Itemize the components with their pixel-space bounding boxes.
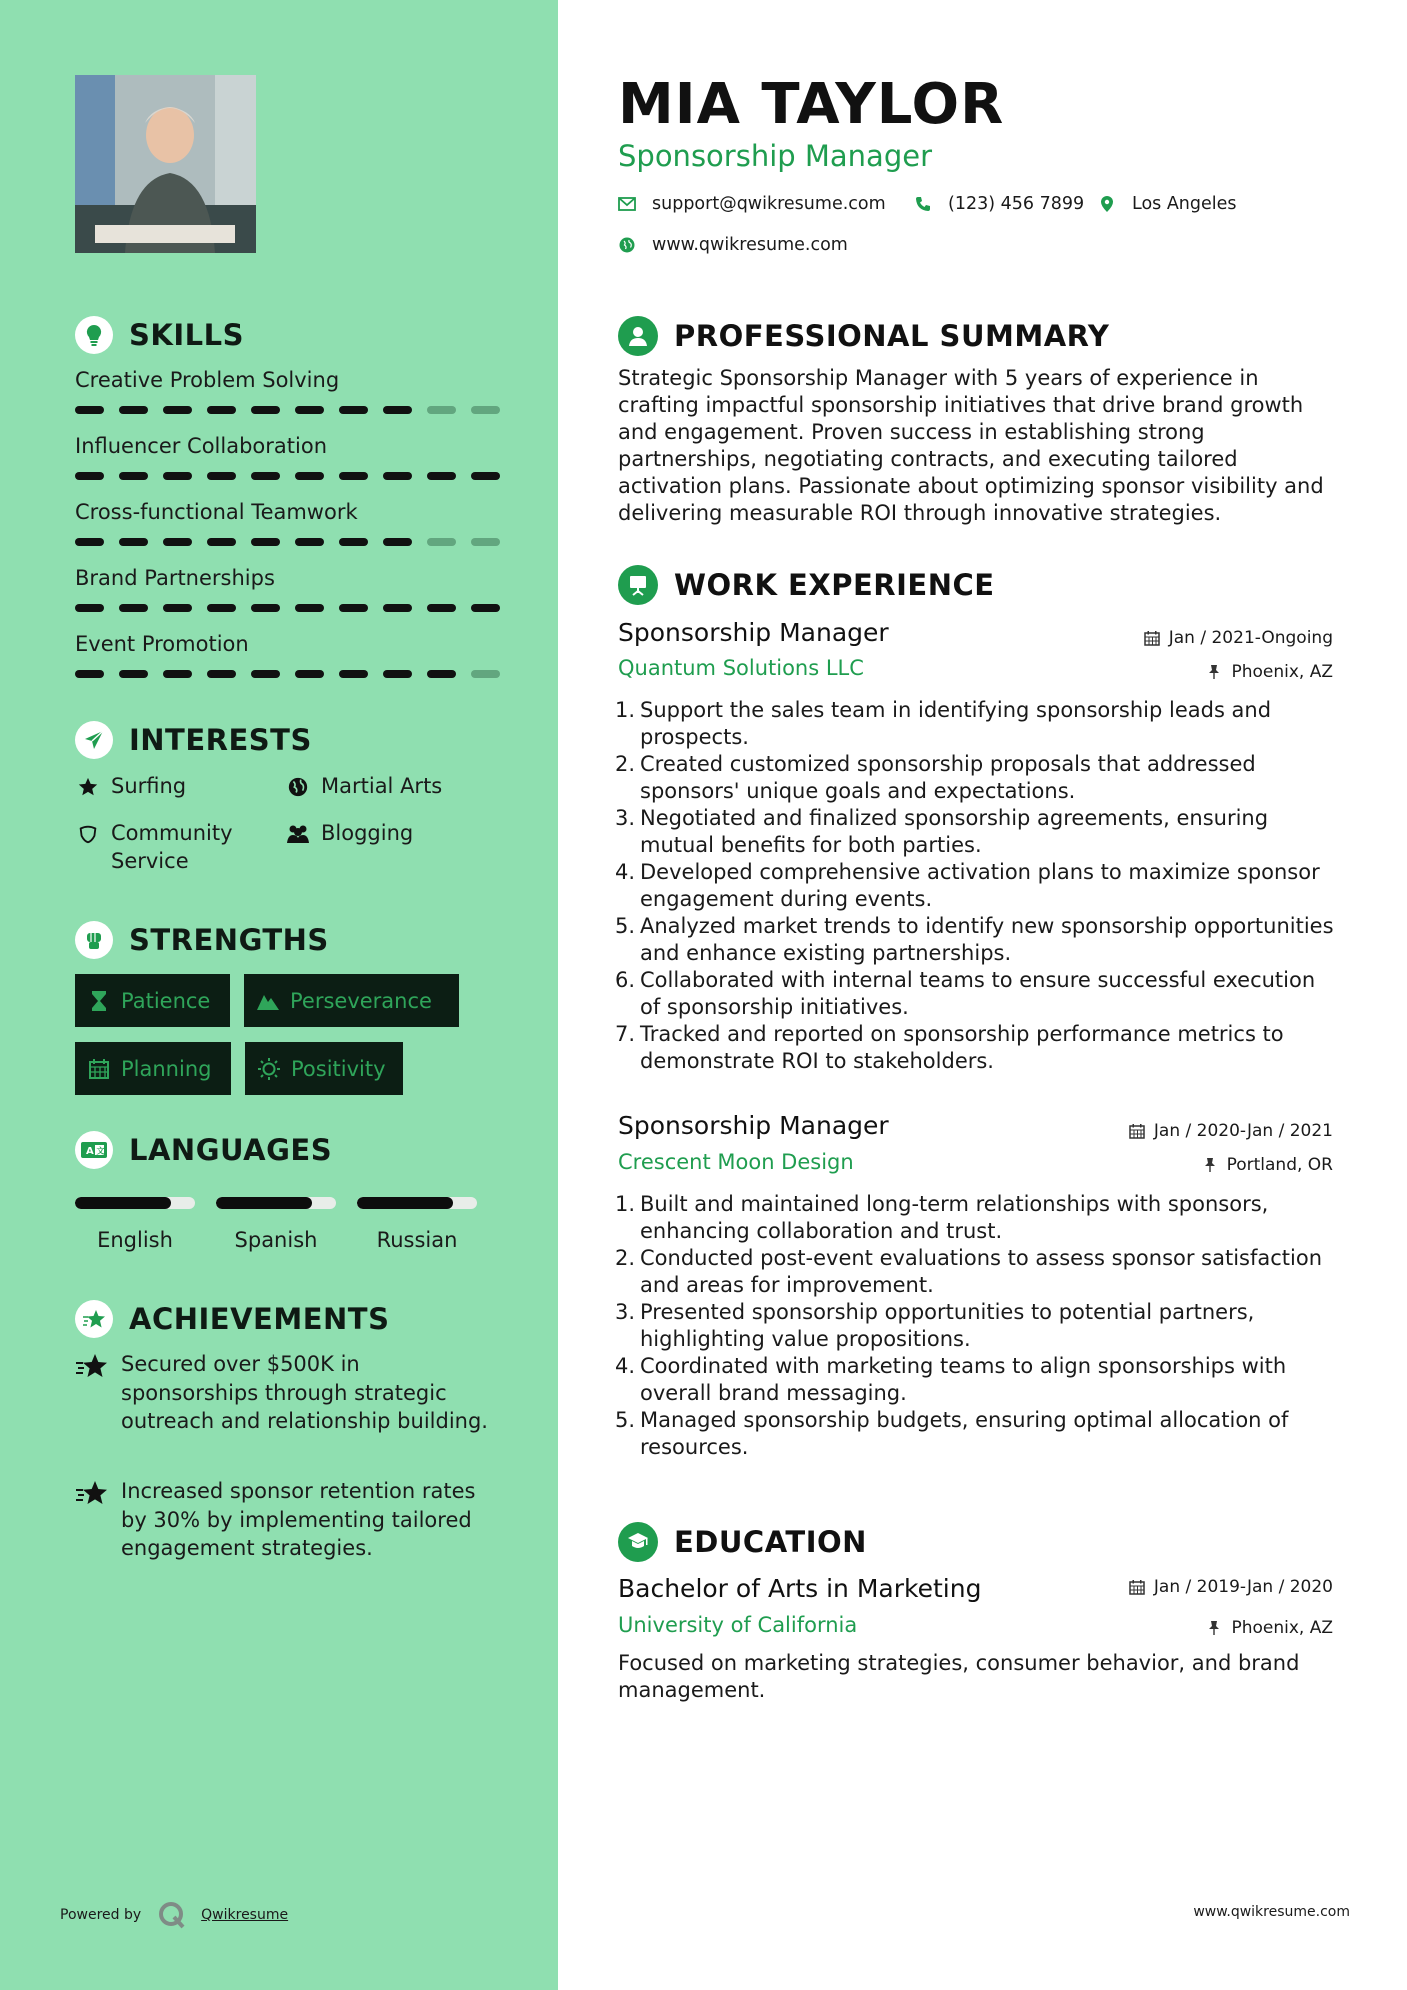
interest-label: Martial Arts	[321, 774, 443, 798]
duty-item	[608, 859, 1338, 913]
language-level-fill	[357, 1197, 453, 1209]
users-icon	[285, 821, 311, 847]
calendar-icon	[1144, 630, 1160, 646]
candidate-role: Sponsorship Manager	[618, 139, 933, 173]
degree-title: Bachelor of Arts in Marketing	[618, 1574, 982, 1603]
skill-rating-dash	[427, 406, 456, 414]
phone-text: (123) 456 7899	[948, 194, 1085, 214]
shield-icon	[75, 821, 101, 847]
star-badge-icon	[75, 1479, 109, 1509]
skill-rating-dash	[339, 670, 368, 678]
interest-item	[285, 819, 413, 847]
company-name: Crescent Moon Design	[618, 1150, 854, 1174]
globe-icon	[285, 774, 311, 800]
user-icon	[618, 316, 658, 356]
company-name: Quantum Solutions LLC	[618, 656, 864, 680]
strength-label: Planning	[121, 1056, 212, 1081]
skill-rating-dash	[119, 670, 148, 678]
interest-label: Surfing	[111, 774, 187, 798]
duty-text: Support the sales team in identifying sponsorship leads and prospects.	[640, 698, 1272, 749]
section-title: PROFESSIONAL SUMMARY	[674, 319, 1110, 353]
skill-rating	[75, 406, 500, 414]
contact-phone	[914, 194, 1084, 214]
fist-icon	[75, 921, 113, 959]
skill-rating-dash	[163, 604, 192, 612]
skills-heading	[75, 316, 244, 354]
language-name: Spanish	[234, 1228, 318, 1252]
interest-item	[75, 772, 186, 800]
achievement-item	[75, 1477, 495, 1563]
skill-name: Brand Partnerships	[75, 566, 275, 590]
skill-item	[75, 563, 500, 612]
location-text: Los Angeles	[1132, 194, 1237, 214]
language-level-fill	[75, 1197, 171, 1209]
duty-text: Developed comprehensive activation plans to maximize sponsor engagement during events.	[640, 860, 1320, 911]
language-name: Russian	[376, 1228, 458, 1252]
sidebar	[0, 0, 558, 1990]
duty-item	[608, 913, 1338, 967]
duties-list	[608, 1191, 1338, 1461]
skill-rating-dash	[207, 472, 236, 480]
education-dates	[1129, 1577, 1333, 1597]
graduate-icon	[618, 1522, 658, 1562]
skill-rating-dash	[427, 604, 456, 612]
skill-rating-dash	[75, 538, 104, 546]
skill-item	[75, 431, 500, 480]
skill-rating-dash	[75, 472, 104, 480]
skill-name: Cross-functional Teamwork	[75, 500, 358, 524]
skill-rating-dash	[383, 406, 412, 414]
duty-number: 5.	[614, 1408, 635, 1432]
pushpin-icon	[1202, 1157, 1218, 1173]
job-location-text: Portland, OR	[1226, 1155, 1333, 1175]
skill-rating-dash	[471, 604, 500, 612]
duty-text: Built and maintained long-term relationships with sponsors, enhancing collaboration and trust.	[640, 1192, 1269, 1243]
job-location-text: Phoenix, AZ	[1231, 662, 1333, 682]
duty-text: Tracked and reported on sponsorship performance metrics to demonstrate ROI to stakeholders.	[640, 1022, 1284, 1073]
experience-heading	[618, 565, 995, 605]
education-heading	[618, 1522, 867, 1562]
job-title: Sponsorship Manager	[618, 1111, 889, 1140]
duty-text: Collaborated with internal teams to ensure successful execution of sponsorship initiatives.	[640, 968, 1316, 1019]
skill-rating-dash	[471, 670, 500, 678]
skill-item	[75, 497, 500, 546]
duty-text: Managed sponsorship budgets, ensuring optimal allocation of resources.	[640, 1408, 1289, 1459]
education-location-text: Phoenix, AZ	[1231, 1618, 1333, 1638]
svg-text:A: A	[86, 1146, 94, 1157]
strength-label: Patience	[121, 988, 211, 1013]
job-location	[1202, 1155, 1333, 1175]
interest-item	[285, 772, 442, 800]
skill-name: Event Promotion	[75, 632, 249, 656]
language-level-bar	[216, 1197, 336, 1209]
duty-number: 5.	[614, 914, 635, 938]
skill-rating	[75, 472, 500, 480]
skill-rating-dash	[471, 538, 500, 546]
star-badge-icon	[75, 1300, 113, 1338]
presentation-icon	[618, 565, 658, 605]
job-title: Sponsorship Manager	[618, 618, 889, 647]
strengths-heading	[75, 921, 329, 959]
duty-number: 6.	[614, 968, 635, 992]
skill-rating-dash	[295, 604, 324, 612]
skill-rating-dash	[427, 538, 456, 546]
section-title: STRENGTHS	[129, 923, 329, 957]
language-name: English	[97, 1228, 173, 1252]
job-dates-text: Jan / 2021-Ongoing	[1168, 628, 1333, 648]
skill-rating-dash	[339, 538, 368, 546]
language-level-bar	[75, 1197, 195, 1209]
skill-name: Creative Problem Solving	[75, 368, 340, 392]
skill-rating-dash	[119, 538, 148, 546]
job-dates	[1129, 1121, 1333, 1141]
duty-item	[608, 1407, 1338, 1461]
duty-number: 4.	[614, 1354, 635, 1378]
sun-icon	[257, 1057, 281, 1081]
candidate-name: MIA TAYLOR	[618, 72, 1005, 137]
skill-rating-dash	[163, 406, 192, 414]
envelope-icon	[618, 195, 636, 213]
contact-email	[618, 194, 886, 214]
skill-rating-dash	[207, 538, 236, 546]
skill-rating-dash	[119, 472, 148, 480]
skill-rating	[75, 670, 500, 678]
summary-heading	[618, 316, 1109, 356]
skill-rating-dash	[427, 670, 456, 678]
duty-text: Conducted post-event evaluations to assess sponsor satisfaction and areas for improvement.	[640, 1246, 1323, 1297]
skill-rating-dash	[339, 406, 368, 414]
skill-rating-dash	[251, 538, 280, 546]
interest-item	[75, 819, 261, 875]
skill-rating-dash	[295, 538, 324, 546]
strength-badge	[244, 974, 459, 1027]
duty-text: Analyzed market trends to identify new sponsorship opportunities and enhance existing partnerships.	[640, 914, 1334, 965]
pushpin-icon	[1206, 664, 1222, 680]
calendar-icon	[1129, 1579, 1145, 1595]
website-text[interactable]: www.qwikresume.com	[652, 235, 848, 255]
duty-item	[608, 1191, 1338, 1245]
skill-rating-dash	[383, 538, 412, 546]
duty-number: 1.	[614, 1192, 635, 1216]
footer-url[interactable]: www.qwikresume.com	[1193, 1904, 1350, 1920]
school-name: University of California	[618, 1613, 858, 1637]
achievement-item	[75, 1350, 495, 1436]
education-description: Focused on marketing strategies, consumer behavior, and brand management.	[618, 1651, 1300, 1702]
skill-rating-dash	[163, 472, 192, 480]
skill-rating-dash	[471, 472, 500, 480]
skill-rating-dash	[207, 406, 236, 414]
section-title: LANGUAGES	[129, 1133, 333, 1167]
summary-text: Strategic Sponsorship Manager with 5 years of experience in crafting impactful sponsorship initiatives that drive brand growth and engagement. Proven success in establishing strong partnerships, negotiating contracts, and executing tailored activation plans. Passionate about optimizing sponsor visibility and delivering measurable ROI through innovative strategies.	[618, 366, 1324, 525]
section-title: ACHIEVEMENTS	[129, 1302, 390, 1336]
skill-rating-dash	[75, 670, 104, 678]
education-dates-text: Jan / 2019-Jan / 2020	[1153, 1577, 1333, 1597]
duty-number: 3.	[614, 806, 635, 830]
job-location	[1206, 662, 1333, 682]
duty-item	[608, 751, 1338, 805]
globe-icon	[618, 236, 636, 254]
mountain-icon	[256, 989, 280, 1013]
contact-location	[1098, 194, 1237, 214]
skill-rating-dash	[163, 670, 192, 678]
duty-text: Coordinated with marketing teams to align sponsorships with overall brand messaging.	[640, 1354, 1287, 1405]
duty-item	[608, 1299, 1338, 1353]
skill-name: Influencer Collaboration	[75, 434, 327, 458]
map-pin-icon	[1098, 195, 1116, 213]
strength-badge	[75, 1042, 231, 1095]
duty-item	[608, 1021, 1338, 1075]
phone-icon	[914, 195, 932, 213]
skill-rating	[75, 604, 500, 612]
duty-number: 7.	[614, 1022, 635, 1046]
skill-rating-dash	[251, 406, 280, 414]
skill-rating-dash	[427, 472, 456, 480]
job-dates-text: Jan / 2020-Jan / 2021	[1153, 1121, 1333, 1141]
duty-text: Presented sponsorship opportunities to potential partners, highlighting value propositions.	[640, 1300, 1255, 1351]
languages-heading	[75, 1131, 332, 1169]
email-text[interactable]: support@qwikresume.com	[652, 194, 886, 214]
pushpin-icon	[1206, 1620, 1222, 1636]
skill-rating-dash	[295, 670, 324, 678]
powered-by	[60, 1900, 288, 1930]
skill-rating-dash	[383, 472, 412, 480]
duty-item	[608, 697, 1338, 751]
calendar-icon	[87, 1057, 111, 1081]
interests-heading	[75, 721, 312, 759]
strength-badge	[245, 1042, 403, 1095]
contact-website	[618, 235, 848, 255]
profile-photo	[75, 75, 256, 253]
paper-plane-icon	[75, 721, 113, 759]
hourglass-icon	[87, 989, 111, 1013]
svg-text:文: 文	[96, 1146, 105, 1156]
star-badge-icon	[75, 1352, 109, 1382]
skill-rating-dash	[339, 472, 368, 480]
strength-label: Positivity	[291, 1056, 386, 1081]
duty-number: 2.	[614, 752, 635, 776]
duty-number: 2.	[614, 1246, 635, 1270]
duty-item	[608, 967, 1338, 1021]
duty-number: 3.	[614, 1300, 635, 1324]
skill-rating-dash	[207, 670, 236, 678]
powered-by-label: Powered by	[60, 1907, 142, 1923]
calendar-icon	[1129, 1123, 1145, 1139]
duties-list	[608, 697, 1338, 1075]
language-level-fill	[216, 1197, 312, 1209]
education-location	[1206, 1618, 1333, 1638]
qwikresume-logo-icon	[157, 1900, 187, 1930]
skill-rating-dash	[251, 472, 280, 480]
duty-text: Created customized sponsorship proposals that addressed sponsors' unique goals and expectations.	[640, 752, 1256, 803]
interest-label: Community Service	[111, 821, 233, 873]
section-title: INTERESTS	[129, 723, 312, 757]
skill-rating-dash	[471, 406, 500, 414]
duty-number: 4.	[614, 860, 635, 884]
language-level-bar	[357, 1197, 477, 1209]
skill-rating-dash	[119, 604, 148, 612]
translate-icon	[75, 1131, 113, 1169]
skill-rating-dash	[383, 604, 412, 612]
skill-item	[75, 629, 500, 678]
duty-number: 1.	[614, 698, 635, 722]
duty-item	[608, 805, 1338, 859]
skill-rating-dash	[75, 604, 104, 612]
skill-rating-dash	[251, 604, 280, 612]
section-title: SKILLS	[129, 318, 244, 352]
qwikresume-link[interactable]: Qwikresume	[201, 1907, 289, 1923]
skill-rating-dash	[339, 604, 368, 612]
duty-item	[608, 1353, 1338, 1407]
duty-text: Negotiated and finalized sponsorship agreements, ensuring mutual benefits for both parties.	[640, 806, 1269, 857]
skill-rating-dash	[207, 604, 236, 612]
section-title: WORK EXPERIENCE	[674, 568, 995, 602]
skill-rating-dash	[383, 670, 412, 678]
strength-badge	[75, 974, 230, 1027]
skill-rating-dash	[75, 406, 104, 414]
achievement-text: Increased sponsor retention rates by 30% by implementing tailored engagement strategies.	[121, 1479, 476, 1560]
skill-rating-dash	[119, 406, 148, 414]
skill-rating-dash	[251, 670, 280, 678]
achievements-heading	[75, 1300, 389, 1338]
interest-label: Blogging	[321, 821, 414, 845]
job-dates	[1144, 628, 1333, 648]
strength-label: Perseverance	[290, 988, 432, 1013]
skill-rating-dash	[295, 472, 324, 480]
skill-rating-dash	[295, 406, 324, 414]
lightbulb-icon	[75, 316, 113, 354]
skill-rating-dash	[163, 538, 192, 546]
duty-item	[608, 1245, 1338, 1299]
star-icon	[75, 774, 101, 800]
skill-rating	[75, 538, 500, 546]
achievement-text: Secured over $500K in sponsorships through strategic outreach and relationship building.	[121, 1352, 488, 1433]
skill-item	[75, 365, 500, 414]
section-title: EDUCATION	[674, 1525, 867, 1559]
